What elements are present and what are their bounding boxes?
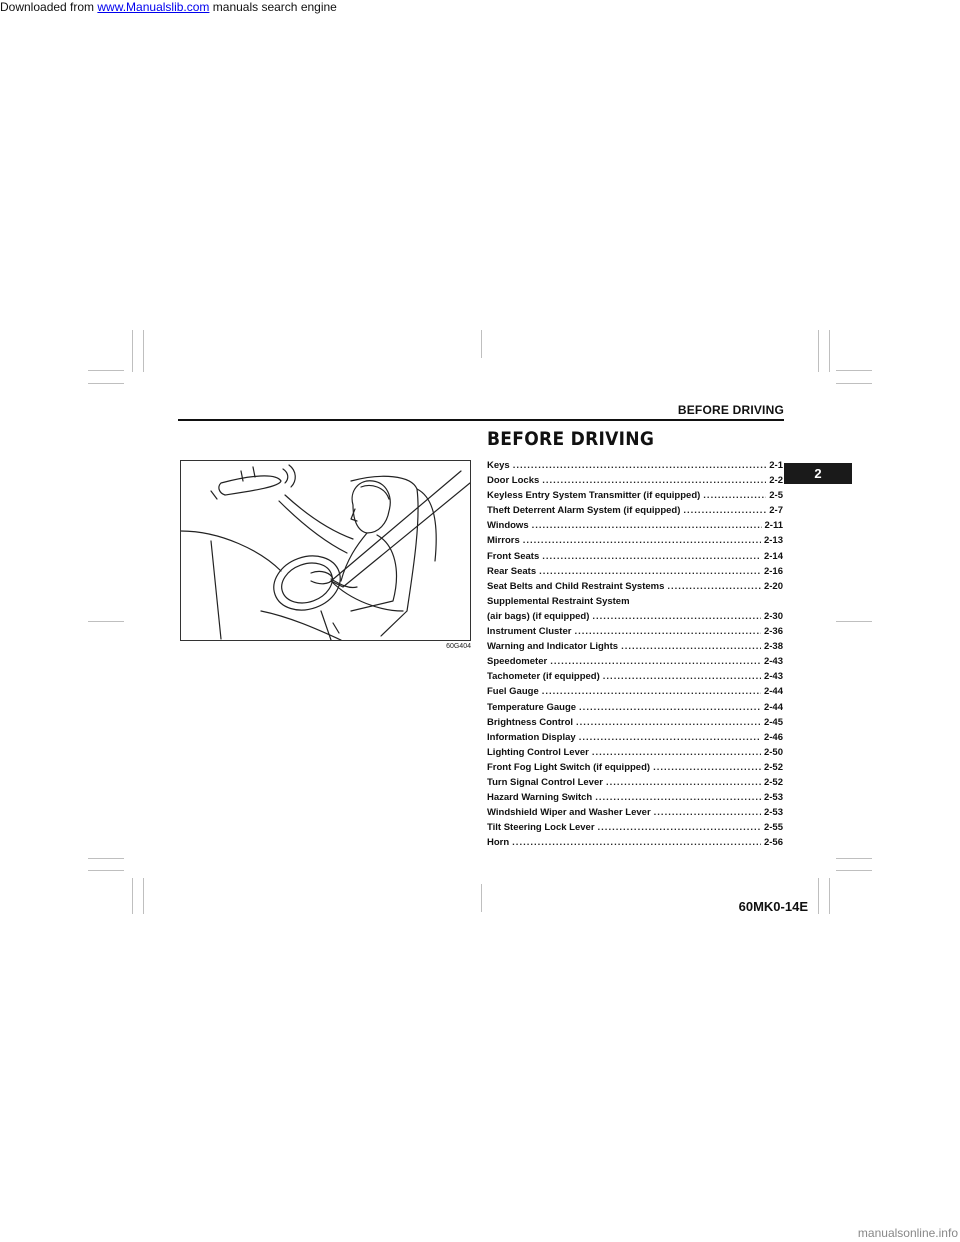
- toc-entry-page: 2-5: [769, 490, 783, 502]
- toc-entry-page: 2-7: [769, 505, 783, 517]
- document-code: 60MK0-14E: [738, 899, 808, 914]
- toc-entry[interactable]: [487, 594, 783, 609]
- toc-entry[interactable]: [487, 503, 783, 518]
- toc-leader-dots: [512, 835, 761, 850]
- driver-adjusting-mirror-illustration: [180, 460, 471, 641]
- toc-entry-title: Front Seats: [487, 550, 540, 562]
- toc-entry[interactable]: [487, 835, 783, 850]
- toc-entry-page: 2-45: [763, 716, 783, 728]
- toc-entry-title: Warning and Indicator Lights: [487, 641, 619, 653]
- toc-entry-page: 2-53: [763, 792, 783, 804]
- toc-entry-page: 2-20: [763, 580, 783, 592]
- toc-leader-dots: [532, 518, 762, 533]
- toc-entry[interactable]: [487, 518, 783, 533]
- toc-entry[interactable]: [487, 820, 783, 835]
- toc-entry-title: Windshield Wiper and Washer Lever: [487, 807, 651, 819]
- toc-leader-dots: [595, 790, 761, 805]
- toc-entry-page: 2-52: [763, 776, 783, 788]
- banner-suffix: manuals search engine: [209, 0, 337, 14]
- toc-entry-page: 2-53: [763, 807, 783, 819]
- toc-leader-dots: [703, 488, 766, 503]
- toc-entry[interactable]: [487, 790, 783, 805]
- footer-site-watermark: manualsonline.info: [857, 1226, 958, 1240]
- toc-entry-page: 2-55: [763, 822, 783, 834]
- toc-leader-dots: [579, 730, 761, 745]
- table-of-contents: [487, 458, 783, 850]
- toc-entry[interactable]: [487, 624, 783, 639]
- manualslib-link[interactable]: www.Manualslib.com: [97, 0, 210, 14]
- toc-entry[interactable]: [487, 579, 783, 594]
- toc-entry[interactable]: [487, 745, 783, 760]
- toc-entry[interactable]: [487, 669, 783, 684]
- toc-entry[interactable]: [487, 639, 783, 654]
- toc-entry[interactable]: [487, 533, 783, 548]
- toc-entry-title: Rear Seats: [487, 565, 537, 577]
- toc-entry-page: 2-16: [763, 565, 783, 577]
- running-header-title: BEFORE DRIVING: [677, 403, 784, 417]
- toc-leader-dots: [513, 458, 767, 473]
- toc-entry-page: 2-44: [763, 701, 783, 713]
- toc-entry-title: Mirrors: [487, 535, 520, 547]
- toc-leader-dots: [523, 533, 761, 548]
- chapter-tab: 2: [784, 463, 852, 484]
- toc-entry-page: 2-14: [763, 550, 783, 562]
- toc-entry-page: 2-1: [769, 460, 783, 471]
- toc-entry-title: Seat Belts and Child Restraint Systems: [487, 580, 665, 592]
- toc-entry[interactable]: [487, 715, 783, 730]
- toc-entry-page: 2-56: [763, 837, 783, 849]
- toc-entry-page: 2-46: [763, 731, 783, 743]
- toc-entry[interactable]: [487, 488, 783, 503]
- toc-entry[interactable]: [487, 700, 783, 715]
- toc-leader-dots: [653, 760, 761, 775]
- toc-entry-page: 2-43: [763, 656, 783, 668]
- toc-leader-dots: [539, 564, 761, 579]
- toc-entry-title: Keys: [487, 460, 510, 471]
- toc-leader-dots: [606, 775, 761, 790]
- toc-leader-dots: [550, 654, 761, 669]
- toc-entry-title: (air bags) (if equipped): [487, 610, 590, 622]
- toc-entry-page: 2-52: [763, 761, 783, 773]
- toc-entry[interactable]: [487, 473, 783, 488]
- toc-leader-dots: [683, 503, 766, 518]
- toc-entry-title: Keyless Entry System Transmitter (if equipped): [487, 490, 701, 502]
- toc-entry-title: Instrument Cluster: [487, 626, 572, 638]
- toc-entry-title: Front Fog Light Switch (if equipped): [487, 761, 651, 773]
- toc-leader-dots: [592, 609, 761, 624]
- toc-entry-page: 2-44: [763, 686, 783, 698]
- toc-entry-title: Supplemental Restraint System: [487, 595, 630, 607]
- toc-entry-page: 2-30: [763, 610, 783, 622]
- toc-entry-title: Windows: [487, 520, 529, 532]
- toc-leader-dots: [621, 639, 761, 654]
- toc-entry-title: Horn: [487, 837, 510, 849]
- toc-entry[interactable]: [487, 654, 783, 669]
- toc-leader-dots: [592, 745, 761, 760]
- toc-entry-title: Lighting Control Lever: [487, 746, 589, 758]
- toc-leader-dots: [598, 820, 761, 835]
- toc-entry-page: 2-50: [763, 746, 783, 758]
- toc-entry-title: Hazard Warning Switch: [487, 792, 593, 804]
- toc-entry-title: Brightness Control: [487, 716, 574, 728]
- toc-entry-title: Temperature Gauge: [487, 701, 577, 713]
- toc-entry-page: 2-11: [764, 520, 783, 532]
- toc-entry[interactable]: [487, 775, 783, 790]
- toc-entry[interactable]: [487, 549, 783, 564]
- toc-entry-page: 2-38: [763, 641, 783, 653]
- toc-leader-dots: [579, 700, 761, 715]
- toc-entry-page: 2-36: [763, 626, 783, 638]
- toc-leader-dots: [576, 715, 761, 730]
- toc-entry[interactable]: [487, 458, 783, 473]
- toc-entry-title: Fuel Gauge: [487, 686, 539, 698]
- banner-prefix: Downloaded from: [0, 0, 98, 14]
- toc-entry[interactable]: [487, 760, 783, 775]
- toc-leader-dots: [603, 669, 761, 684]
- toc-leader-dots: [542, 473, 766, 488]
- toc-leader-dots: [542, 549, 761, 564]
- header-rule: [178, 419, 784, 421]
- toc-entry-title: Theft Deterrent Alarm System (if equipped): [487, 505, 681, 517]
- toc-entry-title: Information Display: [487, 731, 576, 743]
- toc-entry[interactable]: [487, 564, 783, 579]
- toc-leader-dots: [654, 805, 761, 820]
- toc-leader-dots: [667, 579, 761, 594]
- toc-leader-dots: [574, 624, 761, 639]
- toc-entry-page: 2-2: [769, 475, 783, 487]
- toc-entry-title: Tachometer (if equipped): [487, 671, 600, 683]
- toc-entry[interactable]: [487, 684, 783, 699]
- toc-entry[interactable]: [487, 805, 783, 820]
- toc-entry-title: Speedometer: [487, 656, 548, 668]
- figure-code: 60G404: [446, 643, 471, 650]
- toc-entry[interactable]: [487, 609, 783, 624]
- section-title: BEFORE DRIVING: [487, 428, 655, 450]
- toc-entry-page: 2-13: [763, 535, 783, 547]
- toc-leader-dots: [542, 684, 761, 699]
- toc-entry-page: 2-43: [763, 671, 783, 683]
- toc-entry[interactable]: [487, 730, 783, 745]
- toc-entry-title: Tilt Steering Lock Lever: [487, 822, 595, 834]
- toc-entry-title: Turn Signal Control Lever: [487, 776, 603, 788]
- download-banner: [0, 0, 400, 14]
- toc-entry-title: Door Locks: [487, 475, 540, 487]
